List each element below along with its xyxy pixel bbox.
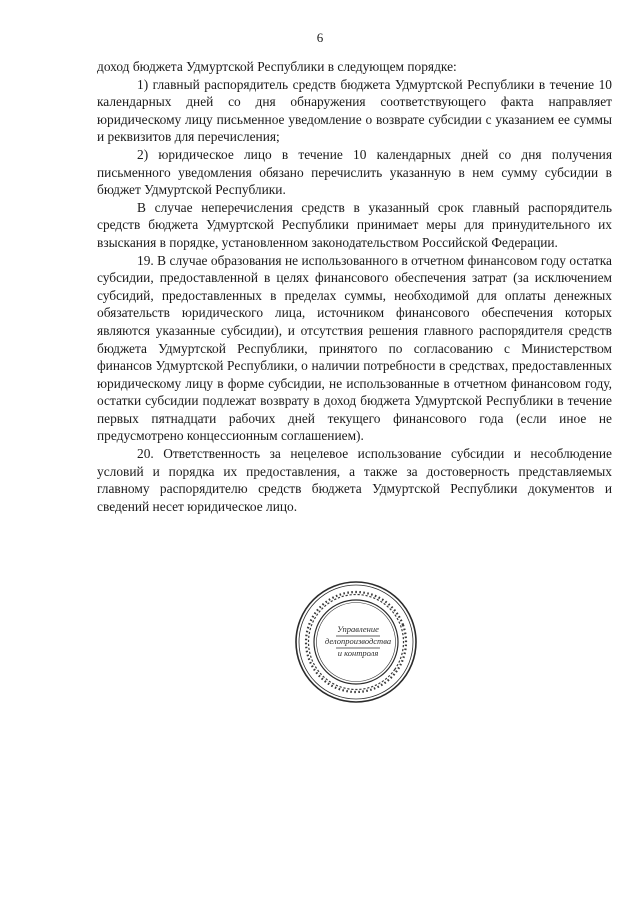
paragraph-19: 19. В случае образования не использованного в отчетном финансовом году остатка субсидии, предоставленной в целях финансового обеспечения затрат (за исключением субсидий, предоставленных в пределах суммы, необходимой для оплаты денежных обязательств юридического лица, источником финансового обеспечения которых являются указанные субсидии), и отсутствия решения главного распорядителя средств бюджета Удмуртской Республики, принятого по согласованию с Министерством финансов Удмуртской Республики, о наличии потребности в средствах, предоставленных юридическому лицу в форме субсидии, не использованные в отчетном финансовом году, остатки субсидии подлежат возврату в доход бюджета Удмуртской Республики в течение первых пятнадцати рабочих дней текущего финансового года (если иное не предусмотрено концессионным соглашением). [97, 252, 612, 444]
seal-center-line-3: и контроля [337, 648, 379, 658]
paragraph-item-1: 1) главный распорядитель средств бюджета Удмуртской Республики в течение 10 календарных дней со дня обнаружения соответствующего факта направляет юридическому лицу письменное уведомление о возврате субсидии с указанием ее суммы и реквизитов для перечисления; [97, 76, 612, 145]
document-body [97, 58, 612, 515]
official-seal [292, 578, 420, 706]
paragraph-intro: доход бюджета Удмуртской Республики в следующем порядке: [97, 59, 457, 74]
page-number: 6 [316, 30, 324, 45]
paragraph-nonpayment: В случае неперечисления средств в указанный срок главный распорядитель средств бюджета Удмуртской Республики принимает меры для принудительного их взыскания в порядке, установленном законодательством Российской Федерации. [97, 199, 612, 250]
paragraph-20: 20. Ответственность за нецелевое использование субсидии и несоблюдение условий и порядка их предоставления, а также за достоверность представляемых главному распорядителю средств бюджета Удмуртской Республики документов и сведений несет юридическое лицо. [97, 446, 612, 514]
seal-center-line-1: Управление [337, 624, 379, 634]
seal-center-line-2: делопроизводства [324, 636, 392, 646]
seal-icon [292, 578, 420, 706]
paragraph-item-2: 2) юридическое лицо в течение 10 календарных дней со дня получения письменного уведомления обязано перечислить указанную в нем сумму субсидии в бюджет Удмуртской Республики. [97, 146, 612, 198]
